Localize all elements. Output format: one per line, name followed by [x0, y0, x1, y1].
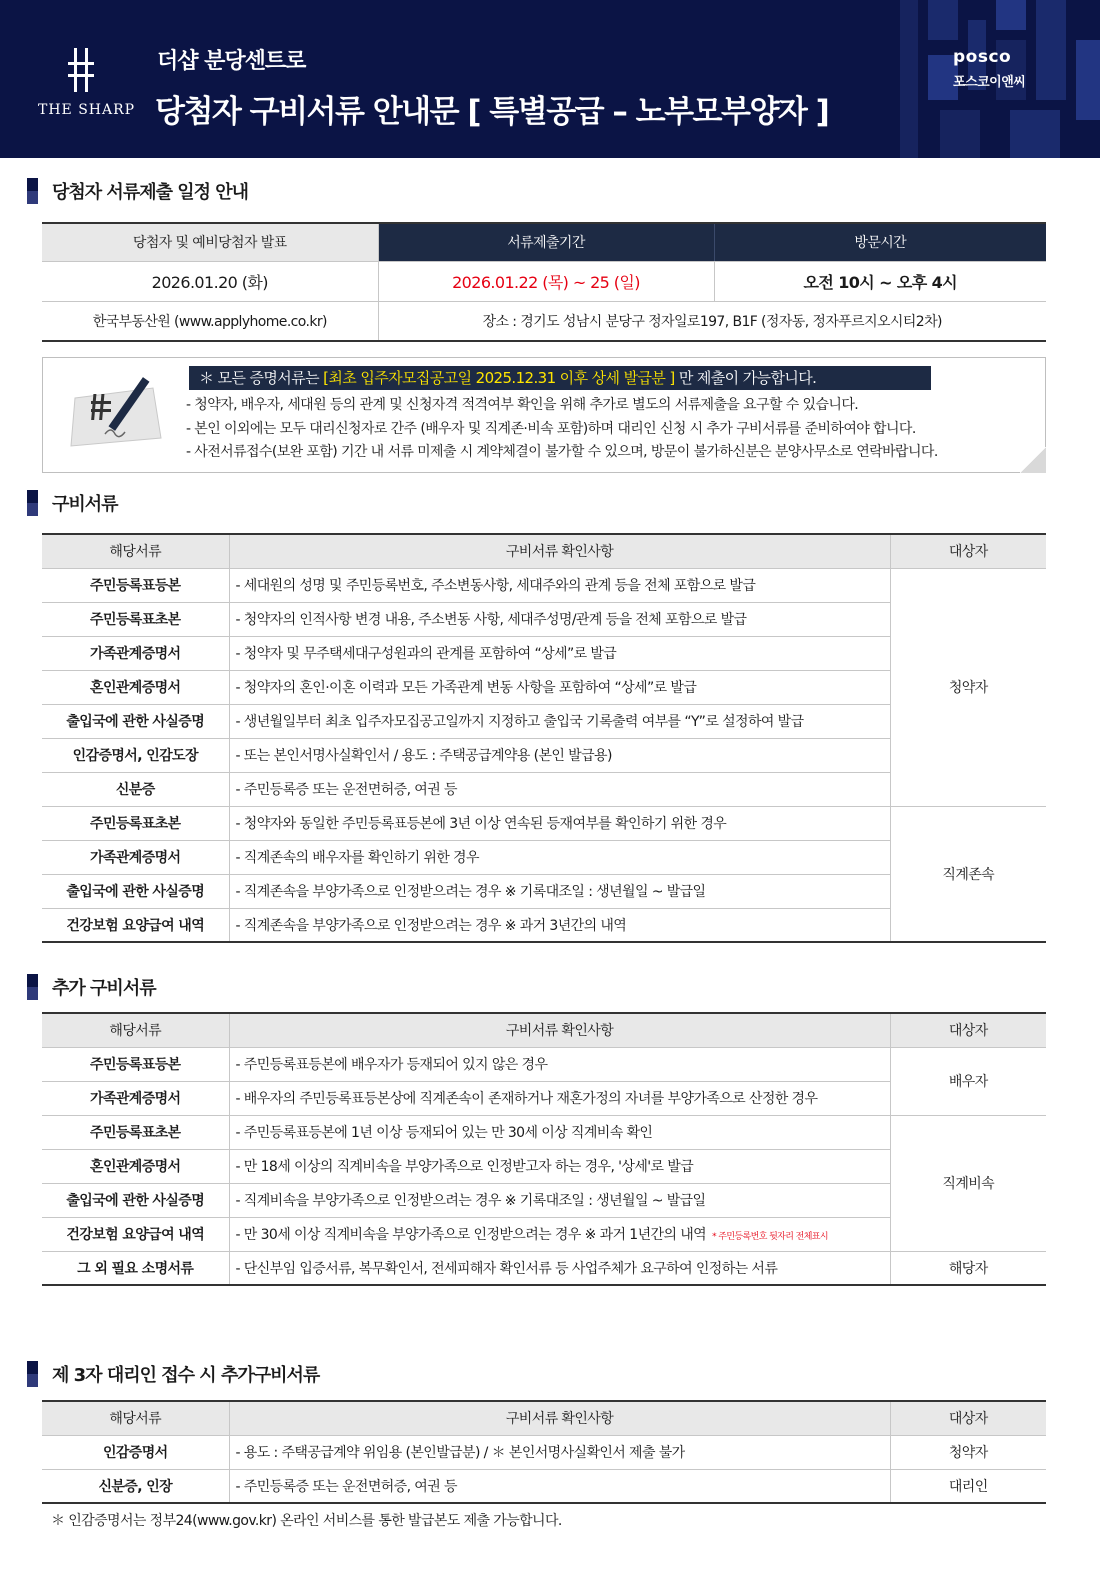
place: 장소 : 경기도 성남시 분당구 정자일로197, B1F (정자동, 정자푸르지오시티2차) [378, 301, 1046, 341]
doc-name: 주민등록표등본 [42, 1047, 229, 1081]
sharp-logo-icon [68, 48, 94, 92]
doc-desc: - 배우자의 주민등록표등본상에 직계존속이 존재하거나 재혼가정의 자녀를 부양가족으로 산정한 경우 [229, 1081, 890, 1115]
doc-desc: - 세대원의 성명 및 주민등록번호, 주소변동사항, 세대주와의 관계 등을 전체 포함으로 발급 [229, 568, 890, 602]
section-title: 추가 구비서류 [52, 978, 156, 999]
section-title: 구비서류 [52, 494, 118, 515]
target-cell: 직계비속 [890, 1115, 1046, 1251]
section-schedule-heading [27, 178, 248, 204]
section-marker [27, 490, 38, 516]
doc-desc: - 만 18세 이상의 직계비속을 부양가족으로 인정받고자 하는 경우, '상세'로 발급 [229, 1149, 890, 1183]
doc-name: 혼인관계증명서 [42, 1149, 229, 1183]
doc-name: 주민등록표초본 [42, 1115, 229, 1149]
page-curl [1020, 447, 1046, 473]
target-cell: 해당자 [890, 1251, 1046, 1285]
doc-name: 주민등록표초본 [42, 602, 229, 636]
section-title: 제 3자 대리인 접수 시 추가구비서류 [52, 1365, 320, 1386]
doc-desc: - 직계존속의 배우자를 확인하기 위한 경우 [229, 840, 890, 874]
doc-name: 출입국에 관한 사실증명 [42, 1183, 229, 1217]
col-header: 구비서류 확인사항 [229, 534, 890, 568]
document-pen-icon [65, 376, 165, 451]
doc-desc: - 주민등록표등본에 1년 이상 등재되어 있는 만 30세 이상 직계비속 확인 [229, 1115, 890, 1149]
doc-desc: - 주민등록증 또는 운전면허증, 여권 등 [229, 772, 890, 806]
doc-desc: - 청약자와 동일한 주민등록표등본에 3년 이상 연속된 등재여부를 확인하기 위한 경우 [229, 806, 890, 840]
posco-en: posco [953, 47, 1012, 67]
notice-line: - 본인 이외에는 모두 대리신청자로 간주 (배우자 및 직계존·비속 포함)하며 대리인 신청 시 추가 구비서류를 준비하여야 합니다. [186, 420, 916, 437]
section-docs-heading [27, 490, 118, 516]
section-title: 당첨자 서류제출 일정 안내 [52, 182, 249, 203]
header-subtitle: 더샵 분당센트로 [157, 49, 306, 74]
doc-name: 신분증 [42, 772, 229, 806]
doc-name: 건강보험 요양급여 내역 [42, 1217, 229, 1251]
col-header: 해당서류 [42, 1013, 229, 1047]
doc-desc: - 단신부임 입증서류, 복무확인서, 전세피해자 확인서류 등 사업주체가 요구하여 인정하는 서류 [229, 1251, 890, 1285]
doc-desc: - 생년월일부터 최초 입주자모집공고일까지 지정하고 출입국 기록출력 여부를 “Y”로 설정하여 발급 [229, 704, 890, 738]
target-cell: 배우자 [890, 1047, 1046, 1115]
col-header: 해당서류 [42, 1401, 229, 1435]
col-header: 대상자 [890, 1013, 1046, 1047]
doc-name: 그 외 필요 소명서류 [42, 1251, 229, 1285]
doc-name: 혼인관계증명서 [42, 670, 229, 704]
proxy-table [42, 1400, 1046, 1504]
col-header: 대상자 [890, 1401, 1046, 1435]
schedule-header: 서류제출기간 [378, 223, 714, 261]
page-title: 당첨자 구비서류 안내문 [ 특별공급 – 노부모부양자 ] [155, 94, 829, 130]
doc-name: 출입국에 관한 사실증명 [42, 874, 229, 908]
doc-name: 인감증명서, 인감도장 [42, 738, 229, 772]
col-header: 해당서류 [42, 534, 229, 568]
doc-desc: - 용도 : 주택공급계약 위임용 (본인발급분) / ＊ 본인서명사실확인서 제출 불가 [229, 1435, 890, 1469]
doc-desc: - 청약자의 인적사항 변경 내용, 주소변동 사항, 세대주성명/관계 등을 전체 포함으로 발급 [229, 602, 890, 636]
doc-desc [229, 1217, 890, 1251]
col-header: 구비서류 확인사항 [229, 1401, 890, 1435]
target-cell: 청약자 [890, 1435, 1046, 1469]
notice-line: - 청약자, 배우자, 세대원 등의 관계 및 신청자격 적격여부 확인을 위해 추가로 별도의 서류제출을 요구할 수 있습니다. [186, 397, 859, 413]
doc-name: 주민등록표등본 [42, 568, 229, 602]
doc-desc: - 직계비속을 부양가족으로 인정받으려는 경우 ※ 기록대조일 : 생년월일 ~ 발급일 [229, 1183, 890, 1217]
doc-name: 신분증, 인장 [42, 1469, 229, 1503]
notice-head-highlight: [최초 입주자모집공고일 2025.12.31 이후 상세 발급분 ] [323, 369, 675, 387]
doc-desc: - 또는 본인서명사실확인서 / 용도 : 주택공급계약용 (본인 발급용) [229, 738, 890, 772]
notice-head-post: 만 제출이 가능합니다. [674, 369, 817, 387]
visit-time: 오전 10시 ~ 오후 4시 [714, 261, 1046, 301]
notice-line: - 사전서류접수(보완 포함) 기간 내 서류 미제출 시 계약체결이 불가할 수 있으며, 방문이 불가하신분은 분양사무소로 연락바랍니다. [186, 444, 938, 460]
schedule-table [42, 222, 1046, 342]
submit-period: 2026.01.22 (목) ~ 25 (일) [378, 261, 714, 301]
section-marker [27, 178, 38, 204]
target-cell: 직계존속 [890, 806, 1046, 942]
doc-desc: - 주민등록표등본에 배우자가 등재되어 있지 않은 경우 [229, 1047, 890, 1081]
doc-name: 가족관계증명서 [42, 636, 229, 670]
doc-name: 건강보험 요양급여 내역 [42, 908, 229, 942]
target-cell: 청약자 [890, 568, 1046, 806]
doc-desc-text: - 만 30세 이상 직계비속을 부양가족으로 인정받으려는 경우 ※ 과거 1년간의 내역 [235, 1227, 707, 1243]
doc-desc: - 청약자 및 무주택세대구성원과의 관계를 포함하여 “상세”로 발급 [229, 636, 890, 670]
doc-name: 가족관계증명서 [42, 840, 229, 874]
doc-name: 출입국에 관한 사실증명 [42, 704, 229, 738]
section-extra-heading [27, 974, 156, 1000]
doc-desc: - 주민등록증 또는 운전면허증, 여권 등 [229, 1469, 890, 1503]
notice-headline [189, 366, 931, 390]
logo-text: THE SHARP [38, 102, 136, 118]
doc-name: 인감증명서 [42, 1435, 229, 1469]
schedule-header: 당첨자 및 예비당첨자 발표 [42, 223, 378, 261]
header-banner [0, 0, 1100, 158]
doc-desc: - 청약자의 혼인·이혼 이력과 모든 가족관계 변동 사항을 포함하여 “상세”로 발급 [229, 670, 890, 704]
footnote: ＊ 인감증명서는 정부24(www.gov.kr) 온라인 서비스를 통한 발급본도 제출 가능합니다. [51, 1513, 562, 1529]
announce-date: 2026.01.20 (화) [42, 261, 378, 301]
notice-head-pre: ＊ 모든 증명서류는 [199, 369, 324, 387]
doc-desc: - 직계존속을 부양가족으로 인정받으려는 경우 ※ 과거 3년간의 내역 [229, 908, 890, 942]
col-header: 구비서류 확인사항 [229, 1013, 890, 1047]
section-marker [27, 1361, 38, 1387]
section-proxy-heading [27, 1361, 319, 1387]
doc-name: 주민등록표초본 [42, 806, 229, 840]
section-marker [27, 974, 38, 1000]
target-cell: 대리인 [890, 1469, 1046, 1503]
notice-box [42, 357, 1046, 473]
notice-lines [186, 394, 938, 465]
red-note: * 주민등록번호 뒷자리 전체표시 [712, 1232, 828, 1242]
doc-name: 가족관계증명서 [42, 1081, 229, 1115]
docs-table [42, 533, 1046, 943]
announce-site: 한국부동산원 (www.applyhome.co.kr) [42, 301, 378, 341]
col-header: 대상자 [890, 534, 1046, 568]
doc-desc: - 직계존속을 부양가족으로 인정받으려는 경우 ※ 기록대조일 : 생년월일 ~ 발급일 [229, 874, 890, 908]
posco-ko: 포스코이앤씨 [953, 75, 1026, 90]
extra-docs-table [42, 1012, 1046, 1286]
posco-logo [953, 47, 1025, 90]
the-sharp-logo [38, 48, 136, 118]
schedule-header: 방문시간 [714, 223, 1046, 261]
